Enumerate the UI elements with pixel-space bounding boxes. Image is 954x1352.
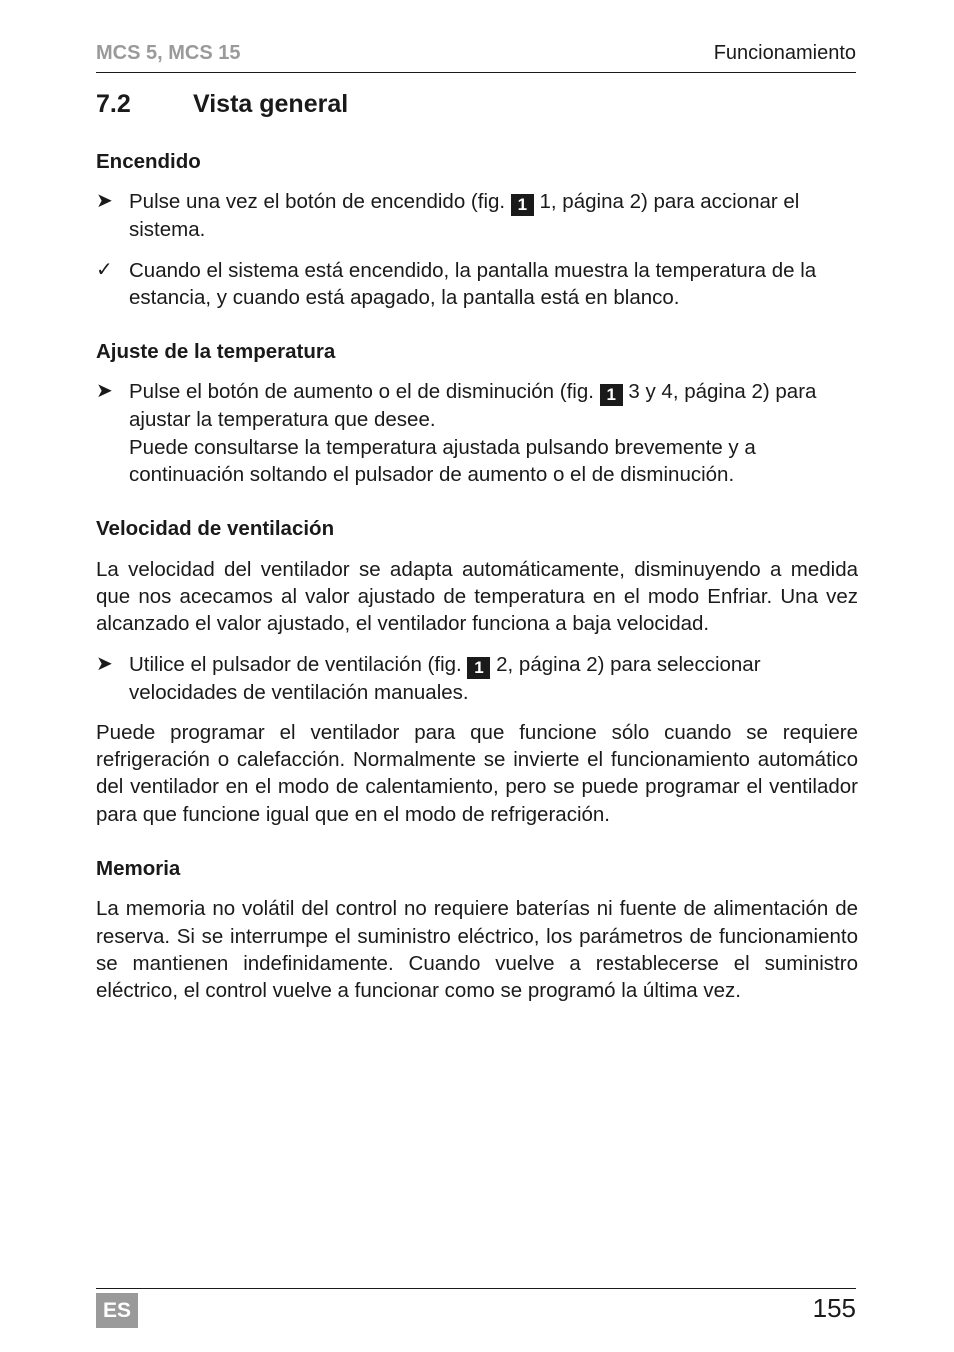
section-number: 7.2 bbox=[96, 90, 131, 118]
heading-memoria: Memoria bbox=[96, 857, 181, 881]
heading-ajuste: Ajuste de la temperatura bbox=[96, 340, 336, 364]
section-title bbox=[96, 90, 348, 119]
section-title-text: Vista general bbox=[193, 90, 349, 118]
header-model: MCS 5, MCS 15 bbox=[96, 42, 241, 64]
step-text: Pulse el botón de aumento o el de disminución (fig. bbox=[129, 380, 594, 404]
heading-encendido: Encendido bbox=[96, 150, 201, 173]
step-note: Puede consultarse la temperatura ajustada pulsando brevemente y a continuación soltando el pulsador de aumento o el de disminución. bbox=[129, 435, 756, 487]
arrow-icon: ➤ bbox=[96, 380, 113, 403]
step-text: 2, página 2) para seleccionar velocidades de ventilación manuales. bbox=[129, 652, 761, 704]
arrow-icon: ➤ bbox=[96, 652, 113, 675]
page-footer bbox=[96, 1288, 856, 1331]
page-header bbox=[96, 38, 856, 73]
language-badge: ES bbox=[96, 1293, 138, 1328]
figure-ref-icon: 1 bbox=[511, 194, 534, 216]
checkmark-icon: ✓ bbox=[96, 258, 113, 281]
paragraph-velocidad-2: Puede programar el ventilador para que funcione sólo cuando se requiere refrigeración o calefacción. Normalmente se invierte el funcionamiento automático del ventilador en el modo de calentamiento, pero se puede programar el ventilador para que funcione igual que en el modo de refrigeración. bbox=[96, 720, 858, 826]
step-text: 3 y 4, página 2) para ajustar la temperatura que desee. bbox=[129, 380, 817, 432]
action-step-encendido bbox=[96, 188, 858, 243]
result-text: Cuando el sistema está encendido, la pantalla muestra la temperatura de la estancia, y cuando está apagado, la pantalla está en blanco. bbox=[129, 258, 817, 309]
step-text: 1, página 2) para accionar el sistema. bbox=[129, 190, 800, 242]
step-text: Pulse una vez el botón de encendido (fig. bbox=[129, 190, 506, 214]
figure-ref-icon: 1 bbox=[467, 657, 490, 679]
paragraph-memoria: La memoria no volátil del control no requiere baterías ni fuente de alimentación de reserva. Si se interrumpe el suministro eléctrico, los parámetros de funcionamiento se mantienen indefinidamente. Cuando vuelve a restablecerse el suministro eléctrico, el control vuelve a funcionar como se programó la última vez. bbox=[96, 897, 858, 1003]
main-content bbox=[96, 148, 858, 1018]
arrow-icon: ➤ bbox=[96, 190, 113, 213]
result-encendido bbox=[96, 257, 858, 312]
page-number: 155 bbox=[812, 1293, 856, 1323]
paragraph-velocidad-1: La velocidad del ventilador se adapta automáticamente, disminuyendo a medida que nos acecamos al valor ajustado de temperatura en el modo Enfriar. Una vez alcanzado el valor ajustado, el ventilador funciona a baja velocidad. bbox=[96, 557, 858, 636]
step-text: Utilice el pulsador de ventilación (fig. bbox=[129, 652, 462, 676]
action-step-velocidad bbox=[96, 651, 858, 706]
header-section: Funcionamiento bbox=[713, 42, 856, 64]
heading-velocidad: Velocidad de ventilación bbox=[96, 517, 335, 541]
figure-ref-icon: 1 bbox=[600, 384, 623, 406]
action-step-ajuste bbox=[96, 378, 858, 488]
